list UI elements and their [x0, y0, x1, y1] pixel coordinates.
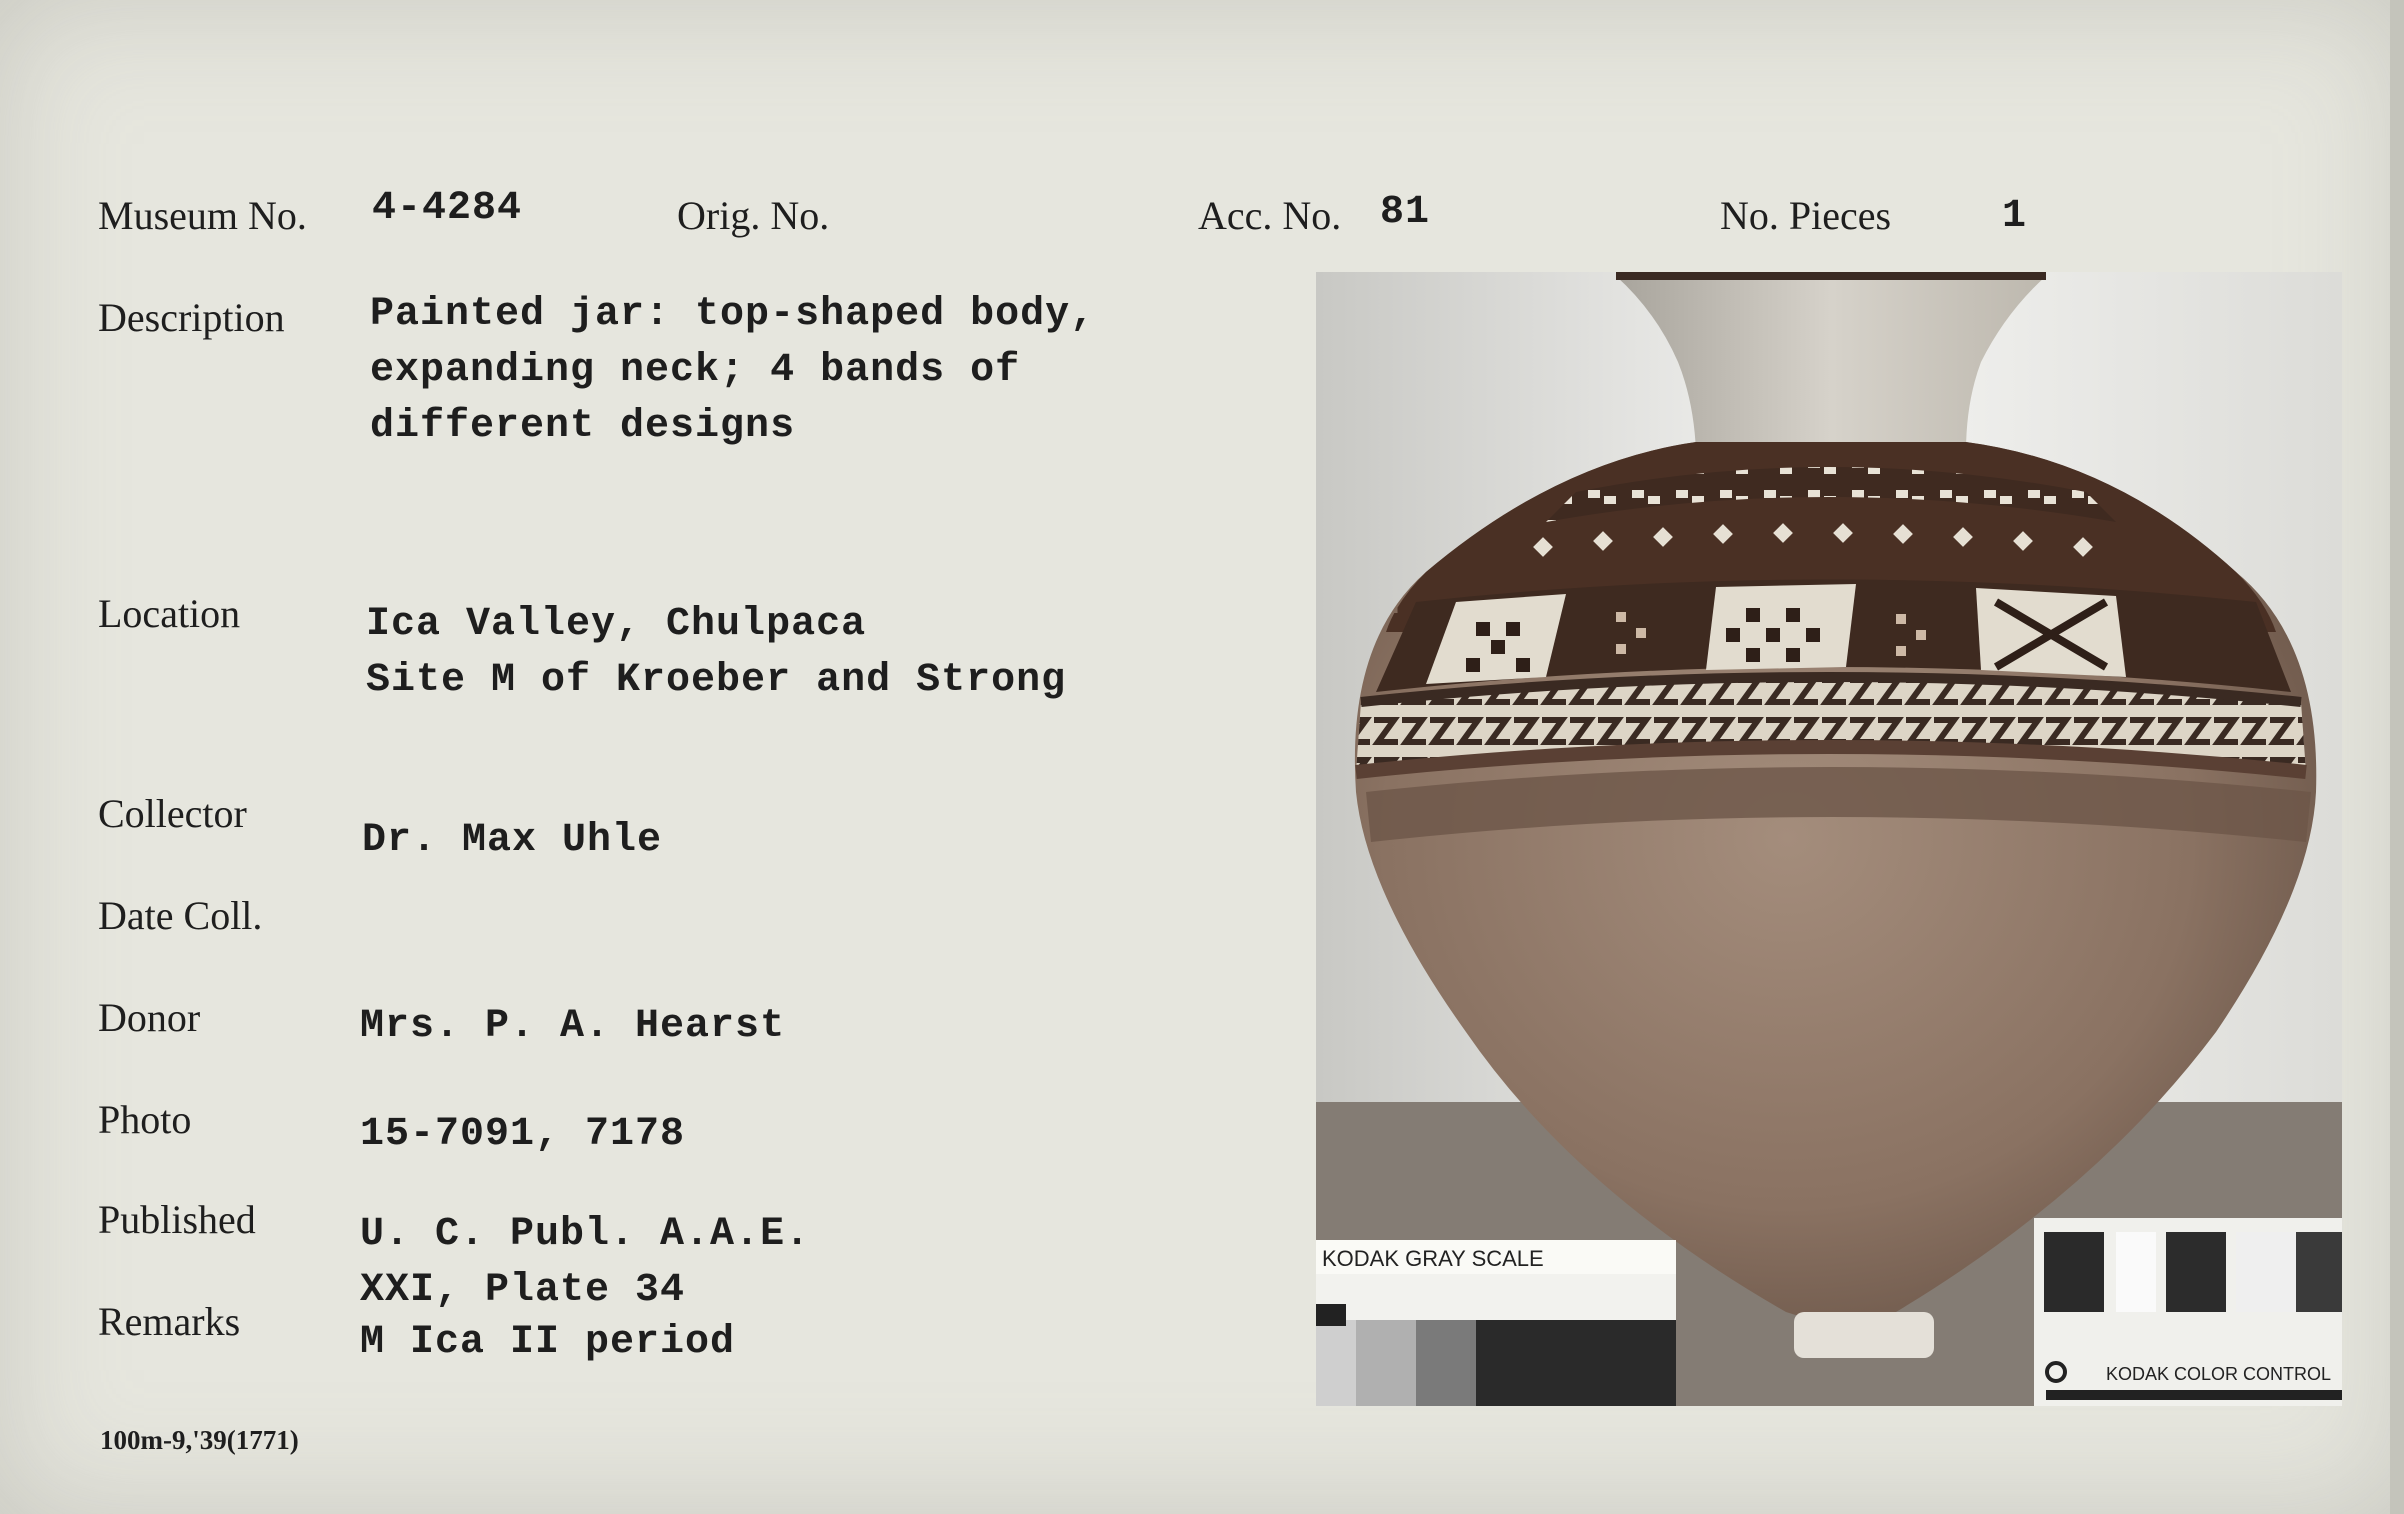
gray-scale-label: KODAK GRAY SCALE	[1322, 1246, 1544, 1271]
photo-value: 15-7091, 7178	[360, 1112, 686, 1157]
location-label: Location	[98, 591, 241, 636]
photo-label: Photo	[98, 1097, 192, 1142]
location-value	[366, 602, 1066, 714]
description-label: Description	[98, 295, 285, 340]
published-label: Published	[98, 1197, 256, 1242]
location-line: Ica Valley, Chulpaca	[366, 602, 867, 647]
donor-value: Mrs. P. A. Hearst	[360, 1004, 786, 1049]
published-line: XXI, Plate 34	[360, 1268, 686, 1313]
acc-no-label: Acc. No.	[1198, 193, 1342, 238]
color-control-label: KODAK COLOR CONTROL	[2106, 1364, 2332, 1384]
description-line: different designs	[370, 404, 796, 449]
jar-image	[1316, 272, 2342, 1406]
date-coll-label: Date Coll.	[98, 893, 263, 938]
remarks-value: M Ica II period	[360, 1320, 736, 1365]
location-line: Site M of Kroeber and Strong	[366, 658, 1067, 703]
jar-photograph	[1316, 272, 2342, 1406]
form-code: 100m-9,'39(1771)	[100, 1425, 299, 1455]
card-edge	[2390, 0, 2404, 1514]
published-line: U. C. Publ. A.A.E.	[360, 1212, 811, 1257]
museum-no-label: Museum No.	[98, 193, 307, 238]
no-pieces-label: No. Pieces	[1720, 193, 1892, 238]
description-value	[370, 292, 1095, 460]
acc-no-value: 81	[1380, 190, 1431, 235]
collector-value: Dr. Max Uhle	[362, 818, 663, 863]
museum-no-value: 4-4284	[372, 186, 523, 231]
collector-label: Collector	[98, 791, 247, 836]
published-value	[360, 1212, 810, 1324]
remarks-label: Remarks	[98, 1299, 241, 1344]
description-line: expanding neck; 4 bands of	[370, 348, 1021, 393]
no-pieces-value: 1	[2002, 194, 2028, 239]
description-line: Painted jar: top-shaped body,	[370, 292, 1096, 337]
orig-no-label: Orig. No.	[677, 193, 830, 238]
donor-label: Donor	[98, 995, 201, 1040]
